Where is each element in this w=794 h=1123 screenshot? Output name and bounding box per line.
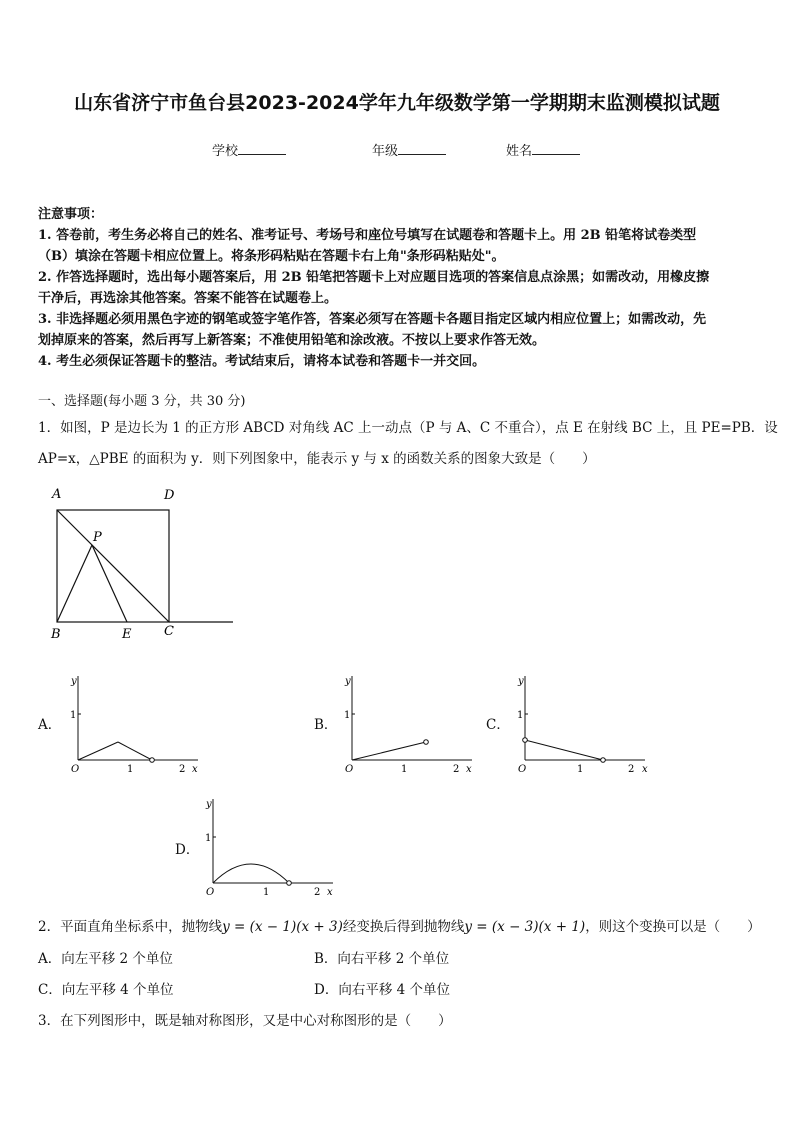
tick-label-1: 1: [70, 710, 77, 721]
graph-b: [334, 672, 484, 777]
school-label: 学校: [212, 144, 239, 159]
graph-d: [197, 795, 347, 900]
segment-pb: [57, 545, 92, 622]
name-label: 姓名: [506, 144, 533, 159]
y-label: y: [206, 799, 212, 810]
graph-segment: [118, 742, 152, 760]
x-label: x: [192, 764, 198, 775]
notice-heading: 注意事项：: [38, 207, 104, 222]
q1-option-c-label[interactable]: C．: [486, 717, 510, 733]
q3-text: 3．在下列图形中，既是轴对称图形，又是中心对称图形的是（ ）: [38, 1013, 452, 1029]
name-field: [506, 140, 580, 159]
y-label: y: [345, 676, 351, 687]
q1-option-d-label[interactable]: D．: [175, 842, 200, 858]
q2-text-mid: 经变换后得到抛物线: [342, 919, 465, 935]
name-blank: [532, 142, 580, 155]
section-heading: 一、选择题(每小题 3 分，共 30 分): [38, 394, 246, 409]
school-blank: [238, 142, 286, 155]
open-point: [150, 758, 155, 763]
x-tick-label-1: 1: [263, 887, 270, 898]
x-tick-label-1: 1: [401, 764, 408, 775]
label-a: A: [52, 487, 62, 502]
x-tick-label-2: 2: [314, 887, 321, 898]
notice-line: 1. 答卷前，考生务必将自己的姓名、准考证号、考场号和座位号填写在试题卷和答题卡上。用 2B 铅笔将试卷类型: [38, 228, 697, 243]
x-tick-label-2: 2: [179, 764, 186, 775]
open-point: [287, 881, 292, 886]
open-point: [424, 740, 429, 745]
origin-label: O: [518, 764, 527, 775]
q1-text-line1: 1．如图，P 是边长为 1 的正方形 ABCD 对角线 AC 上一动点（P 与 A、C 不重合），点 E 在射线 BC 上，且 PE=PB．设: [38, 420, 778, 436]
notice-line: （B）填涂在答题卡相应位置上。将条形码粘贴在答题卡右上角"条形码粘贴处"。: [38, 249, 505, 264]
label-p: P: [93, 530, 102, 545]
q2-equation-2: y = (x − 3)(x + 1): [464, 919, 586, 935]
tick-label-1: 1: [344, 710, 351, 721]
notice-line: 划掉原来的答案，然后再写上新答案；不准使用铅笔和涂改液。不按以上要求作答无效。: [38, 333, 546, 348]
q2-option-c[interactable]: C．向左平移 4 个单位: [38, 982, 174, 998]
square-figure: [40, 480, 250, 645]
origin-label: O: [71, 764, 80, 775]
notice-line: 4. 考生必须保证答题卡的整洁。考试结束后，请将本试卷和答题卡一并交回。: [38, 354, 486, 369]
origin-label: O: [206, 887, 215, 898]
grade-label: 年级: [372, 144, 399, 159]
x-tick-label-1: 1: [127, 764, 134, 775]
open-point: [601, 758, 606, 763]
q2-option-d[interactable]: D．向右平移 4 个单位: [314, 982, 450, 998]
y-label: y: [518, 676, 524, 687]
segment-pe: [92, 545, 127, 622]
graph-a: [60, 672, 210, 777]
q1-option-b-label[interactable]: B．: [314, 717, 338, 733]
notice-line: 3. 非选择题必须用黑色字迹的钢笔或签字笔作答，答案必须写在答题卡各题目指定区域内相应位置上；如需改动，先: [38, 312, 707, 327]
graph-segment: [525, 740, 603, 760]
graph-curve: [213, 864, 289, 883]
x-label: x: [327, 887, 333, 898]
label-c: C: [164, 624, 174, 639]
grade-blank: [398, 142, 446, 155]
q2-equation-1: y = (x − 1)(x + 3): [222, 919, 343, 935]
q2-text: [38, 915, 761, 935]
notice-line: 干净后，再选涂其他答案。答案不能答在试题卷上。: [38, 291, 338, 306]
x-tick-label-2: 2: [628, 764, 635, 775]
q2-text-post: ，则这个变换可以是（ ）: [585, 919, 761, 935]
diagonal-ac: [57, 510, 169, 622]
exam-title: 山东省济宁市鱼台县2023-2024学年九年级数学第一学期期末监测模拟试题: [74, 92, 720, 114]
tick-label-1: 1: [517, 710, 524, 721]
label-e: E: [122, 627, 132, 642]
grade-field: [372, 140, 446, 159]
school-field: [212, 140, 286, 159]
q1-option-a-label[interactable]: A．: [38, 717, 62, 733]
graph-segment: [78, 742, 118, 760]
x-label: x: [642, 764, 648, 775]
x-tick-label-1: 1: [577, 764, 584, 775]
q2-text-pre: 2．平面直角坐标系中，抛物线: [38, 919, 223, 935]
x-label: x: [466, 764, 472, 775]
graph-segment: [352, 742, 426, 760]
y-label: y: [71, 676, 77, 687]
q2-option-b[interactable]: B．向右平移 2 个单位: [314, 951, 450, 967]
q2-option-a[interactable]: A．向左平移 2 个单位: [38, 951, 173, 967]
graph-c: [507, 672, 657, 777]
label-d: D: [164, 488, 175, 503]
q1-text-line2: AP=x，△PBE 的面积为 y．则下列图象中，能表示 y 与 x 的函数关系的图象大致是（ ）: [38, 451, 596, 467]
notice-line: 2. 作答选择题时，选出每小题答案后，用 2B 铅笔把答题卡上对应题目选项的答案信息点涂黑；如需改动，用橡皮擦: [38, 270, 710, 285]
open-point: [523, 738, 528, 743]
x-tick-label-2: 2: [453, 764, 460, 775]
tick-label-1: 1: [205, 833, 212, 844]
origin-label: O: [345, 764, 354, 775]
label-b: B: [51, 627, 61, 642]
